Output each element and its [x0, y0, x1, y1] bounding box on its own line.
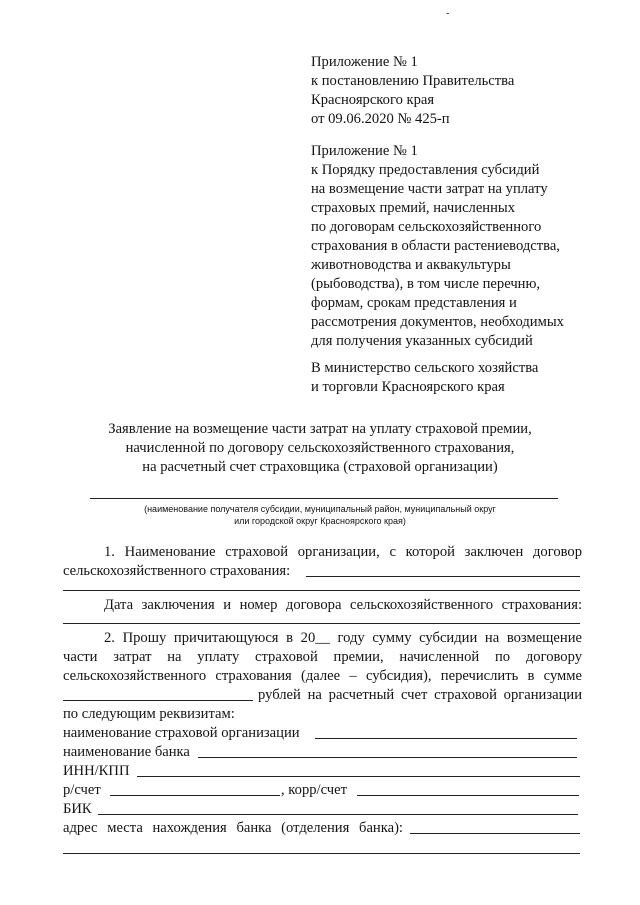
- bank-name-input[interactable]: [198, 757, 577, 758]
- insurer-name-label: наименование страховой организации: [63, 725, 300, 741]
- appendix-line: на возмещение части затрат на уплату: [311, 181, 548, 197]
- appendix-line: рассмотрения документов, необходимых: [311, 314, 564, 330]
- title-line: начисленной по договору сельскохозяйственного страхования,: [125, 440, 515, 456]
- appendix-line: (рыбоводства), в том числе перечню,: [311, 276, 541, 292]
- appendix-line: формам, срокам представления и: [311, 295, 517, 311]
- bank-name-label: наименование банка: [63, 744, 190, 760]
- corr-account-label: , корр/счет: [281, 782, 347, 798]
- appendix-date-number: от 09.06.2020 № 425-п: [311, 111, 450, 127]
- inn-kpp-label: ИНН/КПП: [63, 763, 130, 779]
- p2-line: сельскохозяйственного страхования (далее – субсидия), перечислить в сумме: [63, 668, 582, 684]
- appendix-line: страхования в области растениеводства,: [311, 238, 560, 254]
- appendix-line: к постановлению Правительства: [311, 73, 515, 89]
- account-label: р/счет: [63, 782, 101, 798]
- p2-line: по следующим реквизитам:: [63, 706, 235, 722]
- contract-date-number-field[interactable]: [63, 623, 580, 624]
- contract-date-number-label: Дата заключения и номер договора сельскохозяйственного страхования:: [104, 597, 582, 613]
- recipient-hint: или городской округ Красноярского края): [234, 516, 406, 526]
- appendix-line: Красноярского края: [311, 92, 435, 108]
- recipient-name-field[interactable]: [90, 498, 558, 499]
- bik-input[interactable]: [98, 814, 578, 815]
- recipient-hint: (наименование получателя субсидии, муниципальный район, муниципальный округ: [144, 504, 496, 514]
- addressee-line: и торговли Красноярского края: [311, 379, 505, 395]
- title-line: Заявление на возмещение части затрат на уплату страховой премии,: [108, 421, 532, 437]
- p2-line: рублей на расчетный счет страховой организации: [258, 687, 582, 703]
- inn-kpp-input[interactable]: [137, 776, 580, 777]
- p2-line: 2. Прошу причитающуюся в 20__ году сумму субсидии на возмещение: [104, 630, 582, 646]
- insurer-name-field[interactable]: [306, 576, 580, 577]
- insurer-name-input[interactable]: [315, 738, 577, 739]
- appendix-title: Приложение № 1: [311, 143, 418, 159]
- top-mark: -: [446, 8, 450, 19]
- appendix-line: по договорам сельскохозяйственного: [311, 219, 542, 235]
- bank-address-input-cont[interactable]: [63, 853, 580, 854]
- p1-insurer-label-cont: сельскохозяйственного страхования:: [63, 563, 291, 579]
- p1-insurer-label: 1. Наименование страховой организации, с которой заключен договор: [104, 544, 582, 560]
- appendix-line: страховых премий, начисленных: [311, 200, 516, 216]
- appendix-line: животноводства и аквакультуры: [311, 257, 511, 273]
- title-line: на расчетный счет страховщика (страховой организации): [142, 459, 498, 475]
- appendix-title: Приложение № 1: [311, 54, 418, 70]
- insurer-name-field-cont[interactable]: [63, 590, 580, 591]
- bank-address-input[interactable]: [410, 833, 580, 834]
- p2-line: части затрат на уплату страховой премии, начисленной по договору: [63, 649, 582, 665]
- bik-label: БИК: [63, 801, 92, 817]
- account-input[interactable]: [110, 795, 280, 796]
- corr-account-input[interactable]: [357, 795, 579, 796]
- addressee-line: В министерство сельского хозяйства: [311, 360, 539, 376]
- appendix-line: к Порядку предоставления субсидий: [311, 162, 540, 178]
- subsidy-amount-field[interactable]: [63, 700, 253, 701]
- appendix-line: для получения указанных субсидий: [311, 333, 533, 349]
- bank-address-label: адрес места нахождения банка (отделения банка):: [63, 820, 403, 836]
